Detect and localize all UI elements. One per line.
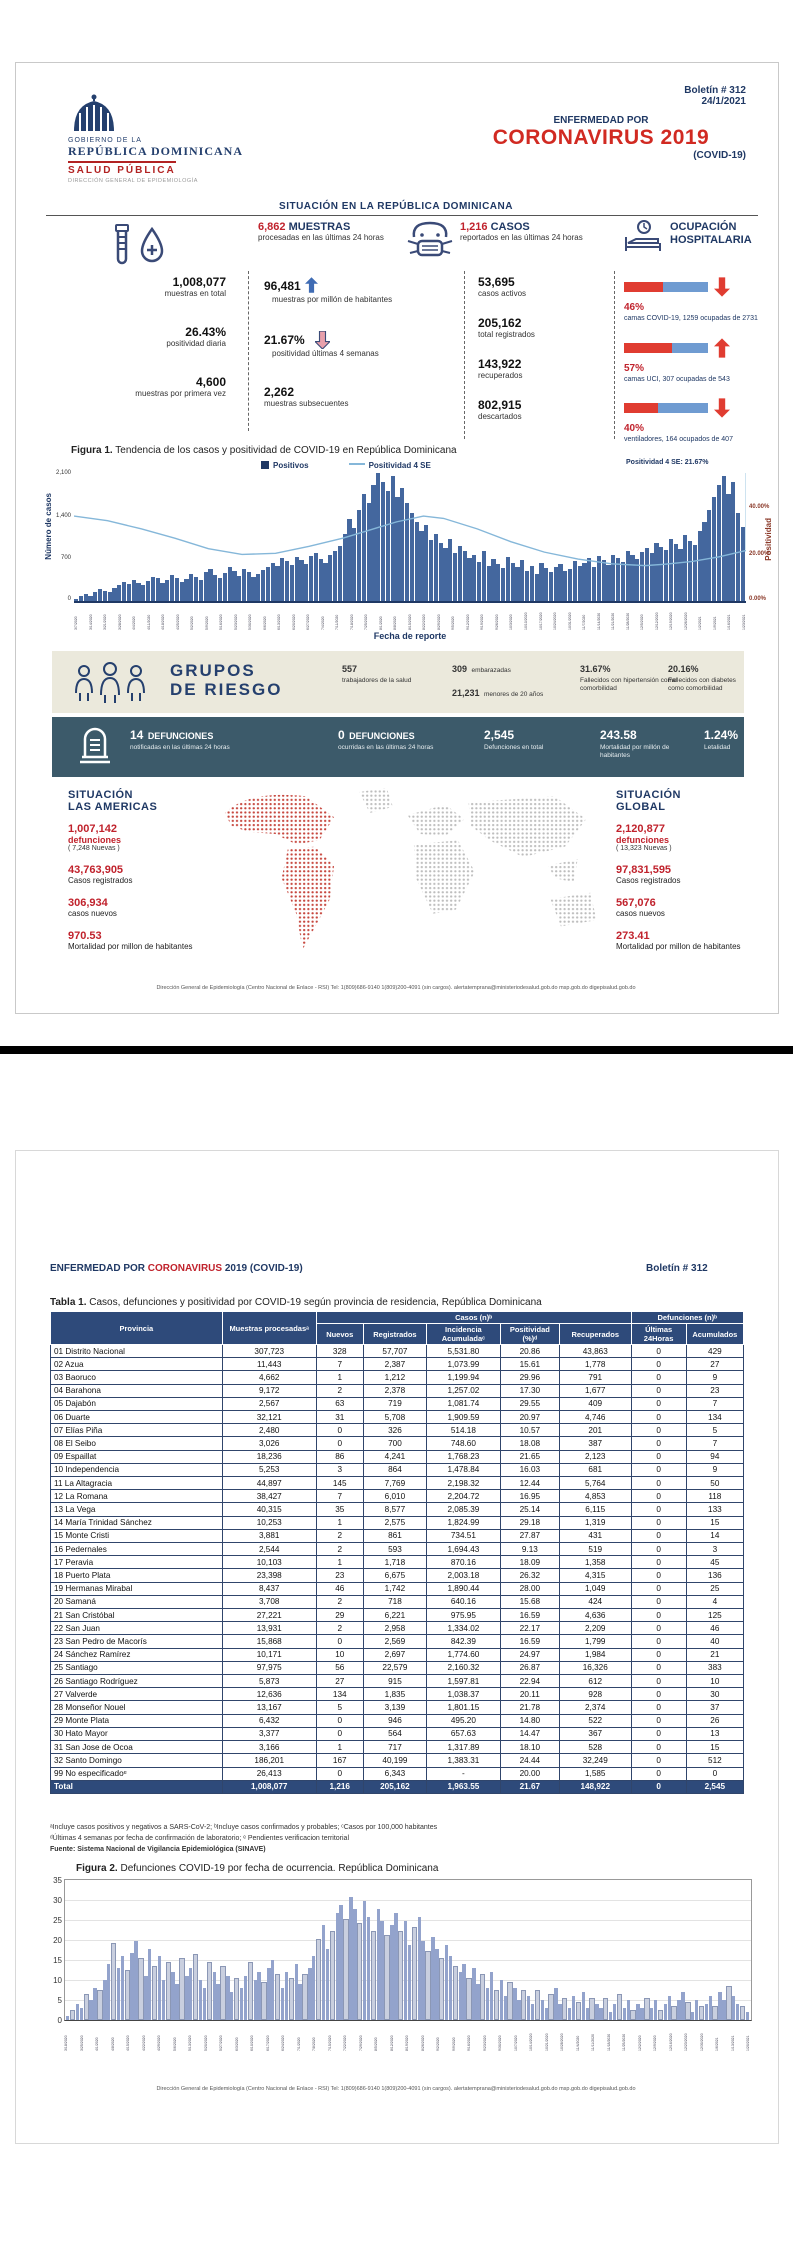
world-map xyxy=(206,781,626,971)
table-row: 26 Santiago Rodríguez 5,873 27 915 1,597.81 22.94 612 0 10 xyxy=(51,1675,744,1688)
table-row: 08 El Seibo 3,026 0 700 748.60 18.08 387 0 7 xyxy=(51,1437,744,1450)
tabla1 xyxy=(50,1311,744,1794)
occupancy-bar xyxy=(624,343,708,353)
legend-positividad: Positividad 4 SE xyxy=(349,461,431,470)
legend-bar-swatch xyxy=(261,461,269,469)
ocupacion-rows xyxy=(624,277,772,445)
figura1-ylabel-right: Positividad xyxy=(764,518,773,561)
table-row: 27 Valverde 12,636 134 1,835 1,038.37 20.11 928 0 30 xyxy=(51,1688,744,1701)
republica-label: REPÚBLICA DOMINICANA xyxy=(68,144,244,158)
grupo-embarazadas: 309 embarazadas 21,231 menores de 20 años xyxy=(452,664,544,698)
col-provincia: Provincia xyxy=(51,1312,223,1345)
table-row: 06 Duarte 32,121 31 5,708 1,909.59 20.97 4,746 0 134 xyxy=(51,1411,744,1424)
defunciones-mortalidad: 243.58 Mortalidad por millón de habitantes xyxy=(600,728,670,759)
grupo-diabetes: 20.16% Fallecidos con diabetes como comorbilidad xyxy=(668,664,736,692)
muestras-subsecuentes: 2,262 muestras subsecuentes xyxy=(264,385,349,408)
boletin-date: 24/1/2021 xyxy=(701,96,746,107)
disease-title: ENFERMEDAD POR CORONAVIRUS 2019 (COVID-19) xyxy=(456,115,746,161)
table-row: 15 Monte Cristi 3,881 2 861 734.51 27.87 431 0 14 xyxy=(51,1529,744,1542)
table-row: 25 Santiago 97,975 56 22,579 2,160.32 26.87 16,326 0 383 xyxy=(51,1661,744,1674)
grupos-riesgo-band xyxy=(52,651,744,713)
page-2 xyxy=(15,1150,779,2144)
page-break-bar xyxy=(0,1046,793,1054)
figura1-legend xyxy=(261,461,431,470)
red-up-arrow-icon xyxy=(714,338,730,358)
ocupacion-title: OCUPACIÓN HOSPITALARIA xyxy=(670,221,752,246)
table-row: 30 Hato Mayor 3,377 0 564 657.63 14.47 367 0 13 xyxy=(51,1727,744,1740)
divider-dashed-2 xyxy=(464,271,465,439)
table-row: 07 Elías Piña 2,480 0 326 514.18 10.57 201 0 5 xyxy=(51,1424,744,1437)
table-row: 09 Espaillat 18,236 86 4,241 1,768.23 21.65 2,123 0 94 xyxy=(51,1450,744,1463)
government-logo-text xyxy=(68,137,243,184)
figura1-xlabel: Fecha de reporte xyxy=(373,631,447,641)
legend-positivos: Positivos xyxy=(261,461,309,470)
figura1-caption: Figura 1. Tendencia de los casos y positividad de COVID-19 en República Dominicana xyxy=(71,445,457,456)
figura2-plot: 35 30 25 20 15 10 5 0 xyxy=(64,1879,752,2021)
casos-descartados: 802,915 descartados xyxy=(478,398,522,421)
situacion-global: SITUACIÓN GLOBAL 2,120,877 defunciones ( 13,323 Nuevas ) 97,831,595 Casos registrados 567,076 casos nuevos 273.41 Mortalidad por millon de habitantes xyxy=(616,789,741,951)
table-row: 17 Peravia 10,103 1 1,718 870.16 18.09 1,358 0 45 xyxy=(51,1556,744,1569)
muestras-total: 1,008,077 muestras en total xyxy=(164,275,226,298)
header-rule xyxy=(46,215,758,216)
divider-dashed-3 xyxy=(614,271,615,439)
defunciones-letalidad: 1.24% Letalidad xyxy=(704,728,739,751)
defunciones-ocurridas: 0 DEFUNCIONES ocurridas en las últimas 24 horas xyxy=(338,728,434,751)
direccion-label: DIRECCIÓN GENERAL DE EPIDEMIOLOGÍA xyxy=(68,178,198,184)
page-1 xyxy=(15,62,779,1014)
table-row: 02 Azua 11,443 7 2,387 1,073.99 15.61 1,778 0 27 xyxy=(51,1358,744,1371)
table-row: 18 Puerto Plata 23,398 23 6,675 2,003.18 26.32 4,315 0 136 xyxy=(51,1569,744,1582)
table-row: 10 Independencia 5,253 3 864 1,478.84 16.03 681 0 9 xyxy=(51,1463,744,1476)
ocupacion-row-uci: 57% camas UCI, 307 ocupadas de 543 xyxy=(624,338,772,385)
colgroup-defunciones: Defunciones (n)ᵇ xyxy=(631,1312,743,1324)
table-row: 24 Sánchez Ramírez 10,171 10 2,697 1,774.60 24.97 1,984 0 21 xyxy=(51,1648,744,1661)
figura2-x-labels: 3/18/2020 3/25/2020 4/1/2020 4/8/2020 4/15/2020 4/22/2020 4/29/2020 5/6/2020 5/13/2020 5/20/2020 5/27/2020 6/3/2020 6/10/2020 6/17/2020 6/24/2020 7/1/2020 7/8/2020 7/15/2020 7/22/2020 7/29/2020 8/5/2020 8/12/2020 8/19/2020 8/26/2020 9/2/2020 9/9/2020 9/16/2020 9/23/2020 9/30/2020 10/7/2020 10/14/2020 10/21/2020 10/28/2020 11/4/2020 11/11/2020 11/18/2020 11/25/2020 12/2/2020 12/9/2020 12/16/2020 12/23/2020 12/30/2020 1/6/2021 1/13/2021 1/20/2021 xyxy=(64,2033,750,2051)
muestras-24h-header: 6,862 MUESTRAS procesadas en las últimas 24 horas xyxy=(258,221,384,242)
page2-footer: Dirección General de Epidemiología (Centro Nacional de Enlace - RSI) Tel: 1(809)686-9140 1(809)200-4091 (sin cargos). alertatemprana@ministeriodesalud.gob.do msp.gob.do digepisalud.gob.do xyxy=(156,2086,636,2092)
figura1-annotation: Positividad 4 SE: 21.67% xyxy=(626,459,709,466)
col-acumulados: Acumulados xyxy=(686,1324,743,1345)
table-row: 14 María Trinidad Sánchez 10,253 1 2,575 1,824.99 29.18 1,319 0 15 xyxy=(51,1516,744,1529)
down-arrow-icon xyxy=(315,331,330,349)
grupo-hipertension: 31.67% Fallecidos con hipertensión como comorbilidad xyxy=(580,664,677,692)
casos-24h-header: 1,216 CASOS reportados en las últimas 24 horas xyxy=(460,221,583,242)
grupos-title: GRUPOS DE RIESGO xyxy=(170,661,283,699)
table-row: 23 San Pedro de Macorís 15,868 0 2,569 842.39 16.59 1,799 0 40 xyxy=(51,1635,744,1648)
table-row: 20 Samaná 3,708 2 718 640.16 15.68 424 0 4 xyxy=(51,1595,744,1608)
table-row: 28 Monseñor Nouel 13,167 5 3,139 1,801.15 21.78 2,374 0 37 xyxy=(51,1701,744,1714)
col-recuperados: Recuperados xyxy=(559,1324,631,1345)
colgroup-casos: Casos (n)ᵇ xyxy=(316,1312,631,1324)
table-row: 13 La Vega 40,315 35 8,577 2,085.39 25.14 6,115 0 133 xyxy=(51,1503,744,1516)
positividad-4-semanas: 21.67% positividad últimas 4 semanas xyxy=(264,333,379,358)
table-row: 16 Pedernales 2,544 2 593 1,694.43 9.13 519 0 3 xyxy=(51,1543,744,1556)
table-row: 12 La Romana 38,427 7 6,010 2,204.72 16.95 4,853 0 118 xyxy=(51,1490,744,1503)
test-tube-icon xyxy=(108,223,170,267)
table-row: 03 Baoruco 4,662 1 1,212 1,199.94 29.96 791 0 9 xyxy=(51,1371,744,1384)
muestras-millon: 96,481 muestras por millón de habitantes xyxy=(264,279,393,304)
table-row: 04 Barahona 9,172 2 2,378 1,257.02 17.30 1,677 0 23 xyxy=(51,1384,744,1397)
table-row: 29 Monte Plata 6,432 0 946 495.20 14.80 522 0 26 xyxy=(51,1714,744,1727)
mask-face-icon xyxy=(406,219,454,261)
figura1-plot: 2,100 1,400 700 0 40.00% 20.00% 0.00% xyxy=(55,470,770,602)
ocupacion-row-camas: 46% camas COVID-19, 1259 ocupadas de 2731 xyxy=(624,277,772,324)
page2-header-title: ENFERMEDAD POR CORONAVIRUS 2019 (COVID-19) xyxy=(50,1263,303,1274)
grupo-trabajadores: 557 trabajadores de la salud xyxy=(342,664,412,684)
figura1-x-labels: 3/7/2020 3/14/2020 3/21/2020 3/28/2020 4/4/2020 4/11/2020 4/18/2020 4/25/2020 5/2/2020 5/9/2020 5/16/2020 5/23/2020 5/30/2020 6/6/2020 6/13/2020 6/20/2020 6/27/2020 7/4/2020 7/11/2020 7/18/2020 7/25/2020 8/1/2020 8/8/2020 8/15/2020 8/22/2020 8/29/2020 9/5/2020 9/12/2020 9/19/2020 9/26/2020 10/3/2020 10/10/2020 10/17/2020 10/24/2020 10/31/2020 11/7/2020 11/14/2020 11/21/2020 11/28/2020 12/5/2020 12/12/2020 12/19/2020 12/26/2020 1/2/2021 1/9/2021 1/16/2021 1/23/2021 xyxy=(74,612,746,630)
footnote-1: ᵃIncluye casos positivos y negativos a SARS-CoV-2; ᵇIncluye casos confirmados y probables; ᶜCasos por 100,000 habitantes xyxy=(50,1824,438,1831)
page1-footer: Dirección General de Epidemiología (Centro Nacional de Enlace - RSI) Tel: 1(809)686-9140 1(809)200-4091 (sin cargos). alertatemprana@ministeriodesalud.gob.do msp.gob.do digepisalud.gob.do xyxy=(156,985,636,991)
ocupacion-row-ventiladores: 40% ventiladores, 164 ocupados de 407 xyxy=(624,398,772,445)
divider-dashed-1 xyxy=(248,271,249,431)
occupancy-bar xyxy=(624,282,708,292)
figura2-caption: Figura 2. Defunciones COVID-19 por fecha de ocurrencia. República Dominicana xyxy=(76,1863,439,1874)
col-muestras: Muestras procesadasᵃ xyxy=(222,1312,316,1345)
national-emblem-icon xyxy=(68,93,120,133)
table-row: 31 San Jose de Ocoa 3,166 1 717 1,317.89 18.10 528 0 15 xyxy=(51,1741,744,1754)
col-positividad: Positividad (%)ᵈ xyxy=(500,1324,559,1345)
tabla1-header xyxy=(51,1312,744,1345)
legend-line-swatch xyxy=(349,463,365,465)
boletin-number: Boletín # 312 24/1/2021 xyxy=(616,85,746,107)
defunciones-notificadas: 14 DEFUNCIONES notificadas en las últimas 24 horas xyxy=(130,728,230,751)
defunciones-total: 2,545 Defunciones en total xyxy=(484,728,544,751)
figura1-ylabel: Número de casos xyxy=(44,493,53,560)
red-down-arrow-icon xyxy=(714,277,730,297)
page2-boletin: Boletín # 312 xyxy=(646,1263,708,1274)
footnote-fuente: Fuente: Sistema Nacional de Vigilancia Epidemiológica (SINAVE) xyxy=(50,1846,266,1853)
casos-registrados: 205,162 total registrados xyxy=(478,316,535,339)
positividad-diaria: 26.43% positividad diaria xyxy=(166,325,226,348)
situacion-americas: SITUACIÓN LAS AMERICAS 1,007,142 defunciones ( 7,248 Nuevas ) 43,763,905 Casos registrados 306,934 casos nuevos 970.53 Mortalidad por millon de habitantes xyxy=(68,789,193,951)
red-down-arrow-icon xyxy=(714,398,730,418)
coronavirus-title: CORONAVIRUS 2019 xyxy=(492,126,710,149)
col-incidencia: Incidencia Acumuladaᶜ xyxy=(427,1324,501,1345)
table-row: 01 Distrito Nacional 307,723 328 57,707 5,531.80 20.86 43,863 0 429 xyxy=(51,1345,744,1358)
table-row: 32 Santo Domingo 186,201 167 40,199 1,383.31 24.44 32,249 0 512 xyxy=(51,1754,744,1767)
occupancy-bar xyxy=(624,403,708,413)
defunciones-band xyxy=(52,717,744,777)
table-row: 21 San Cristóbal 27,221 29 6,221 975.95 16.59 4,636 0 125 xyxy=(51,1609,744,1622)
up-arrow-icon xyxy=(305,277,318,293)
table-body xyxy=(51,1345,744,1794)
table-row: 99 No especificadoᵉ 26,413 0 6,343 - 20.00 1,585 0 0 xyxy=(51,1767,744,1780)
hospital-bed-icon xyxy=(622,219,662,255)
col-registrados: Registrados xyxy=(363,1324,426,1345)
table-row: 11 La Altagracia 44,897 145 7,769 2,198.32 12.44 5,764 0 50 xyxy=(51,1477,744,1490)
gobierno-label: GOBIERNO DE LA xyxy=(68,137,142,144)
col-ultimas24: Últimas 24Horas xyxy=(631,1324,686,1345)
footnote-2: ᵈÚltimas 4 semanas por fecha de confirmación de laboratorio; ᵉ Pendientes verificacion territorial xyxy=(50,1835,349,1842)
table-row: 19 Hermanas Mirabal 8,437 46 1,742 1,890.44 28.00 1,049 0 25 xyxy=(51,1582,744,1595)
table-row: 05 Dajabón 2,567 63 719 1,081.74 29.55 409 0 7 xyxy=(51,1397,744,1410)
situacion-title: SITUACIÓN EN LA REPÚBLICA DOMINICANA xyxy=(279,201,513,212)
col-nuevos: Nuevos xyxy=(316,1324,363,1345)
figura2-bars xyxy=(66,1881,750,2020)
people-group-icon xyxy=(72,661,154,705)
tabla1-caption: Tabla 1. Casos, defunciones y positividad por COVID-19 según provincia de residencia, República Dominicana xyxy=(50,1297,542,1308)
table-row: 22 San Juan 13,931 2 2,958 1,334.02 22.17 2,209 0 46 xyxy=(51,1622,744,1635)
casos-activos: 53,695 casos activos xyxy=(478,275,527,298)
table-total-row: Total 1,008,077 1,216 205,162 1,963.55 21.67 148,922 0 2,545 xyxy=(51,1780,744,1793)
muestras-primera-vez: 4,600 muestras por primera vez xyxy=(135,375,226,398)
salud-publica-label: SALUD PÚBLICA xyxy=(68,161,176,176)
casos-recuperados: 143,922 recuperados xyxy=(478,357,523,380)
tombstone-icon xyxy=(78,726,112,768)
